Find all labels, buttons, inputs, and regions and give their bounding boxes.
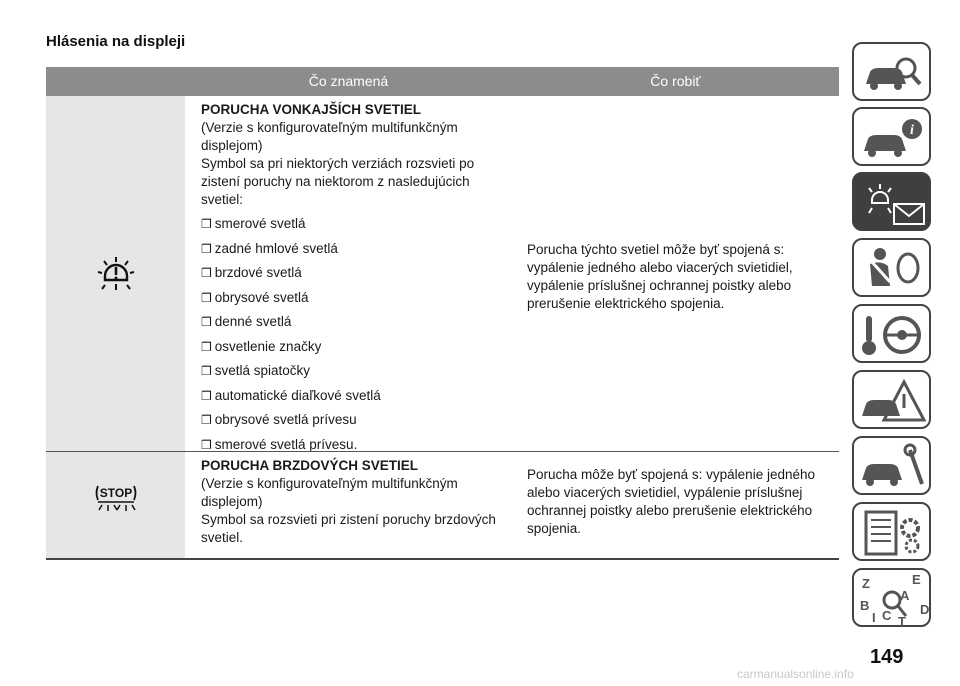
index-tab[interactable] [852,568,931,627]
meaning-line: Symbol sa rozsvieti pri zistení poruchy brzdových svetiel. [201,512,496,545]
checkbox-bullet-icon: ❒ [201,437,212,452]
safety-tab[interactable] [852,238,931,297]
car-info-icon [854,109,933,168]
warning-light-message-icon [854,174,933,233]
car-warning-triangle-icon [854,372,933,431]
seatbelt-airbag-icon [854,240,933,299]
car-magnifier-icon [854,44,933,103]
svg-text:E: E [912,572,921,587]
meaning-line: Symbol sa pri niektorých verziách rozsvieti po zistení poruchy na niektorom z nasledujúcich svetiel: [201,156,475,207]
list-item: ❒ obrysové svetlá [201,287,511,312]
meaning-line: (Verzie s konfigurovateľným multifunkčným displejom) [201,476,458,509]
watermark: carmanualsonline.info [737,667,854,681]
exterior-light-fault-icon [96,254,136,294]
checkbox-bullet-icon: ❒ [201,241,212,256]
checkbox-bullet-icon: ❒ [201,388,212,403]
table-bottom-border [46,558,839,560]
svg-text:A: A [900,588,910,603]
document-gear-icon [854,504,933,563]
svg-text:I: I [872,610,876,625]
svg-text:Z: Z [862,576,870,591]
action-cell: Porucha týchto svetiel môže byť spojená s: vypálenie jedného alebo viacerých svietidiel, vypálenie príslušnej ochrannej poistky alebo prerušenie elektrického spojenia. [527,242,793,311]
car-wrench-icon [854,438,933,497]
driving-tab[interactable] [852,304,931,363]
meaning-title: PORUCHA BRZDOVÝCH SVETIEL [201,458,419,473]
warning-lights-tab[interactable] [852,172,931,231]
checkbox-bullet-icon: ❒ [201,339,212,354]
car-info-tab[interactable] [852,107,931,166]
checkbox-bullet-icon: ❒ [201,364,212,378]
action-cell: Porucha môže byť spojená s: vypálenie jedného alebo viacerých svietidiel, vypálenie príslušnej ochrannej poistky alebo prerušenie elektrického spojenia. [527,467,815,536]
list-item: ❒ obrysové svetlá prívesu [201,409,511,434]
section-title: Hlásenia na displeji [46,33,186,50]
technical-data-tab[interactable] [852,502,931,561]
list-item: ❒ zadné hmlové svetlá [201,238,511,263]
meaning-line: (Verzie s konfigurovateľným multifunkčným displejom) [201,120,458,153]
svg-text:D: D [920,602,930,617]
alphabet-index-icon [854,570,933,629]
list-item: ❒ brzdové svetlá [201,262,511,287]
header-action: Čo robiť [650,73,701,89]
light-list [201,213,511,458]
page-number: 149 [870,646,904,668]
maintenance-tab[interactable] [852,436,931,495]
list-item: ❒ denné svetlá [201,311,511,336]
checkbox-bullet-icon: ❒ [201,315,212,329]
emergency-tab[interactable] [852,370,931,429]
car-knowledge-tab[interactable] [852,42,931,101]
brake-light-fault-icon [92,482,140,514]
list-item: ❒ svetlá spiatočky [201,360,511,385]
svg-text:C: C [882,608,892,623]
svg-text:B: B [860,598,870,613]
header-meaning: Čo znamená [308,73,389,89]
meaning-title: PORUCHA VONKAJŠÍCH SVETIEL [201,102,422,117]
list-item: ❒ smerové svetlá [201,213,511,238]
table-header [46,67,839,96]
list-item: ❒ osvetlenie značky [201,336,511,361]
meaning-cell [201,101,511,458]
svg-text:i: i [910,123,914,138]
list-item: ❒ smerové svetlá prívesu. [201,434,511,459]
checkbox-bullet-icon: ❒ [201,217,212,231]
stop-label: STOP [99,486,133,500]
key-steering-wheel-icon [854,306,933,365]
meaning-cell [201,457,511,547]
checkbox-bullet-icon: ❒ [201,266,212,280]
svg-text:T: T [898,614,906,629]
list-item: ❒ automatické diaľkové svetlá [201,385,511,410]
checkbox-bullet-icon: ❒ [201,413,212,427]
checkbox-bullet-icon: ❒ [201,290,212,305]
